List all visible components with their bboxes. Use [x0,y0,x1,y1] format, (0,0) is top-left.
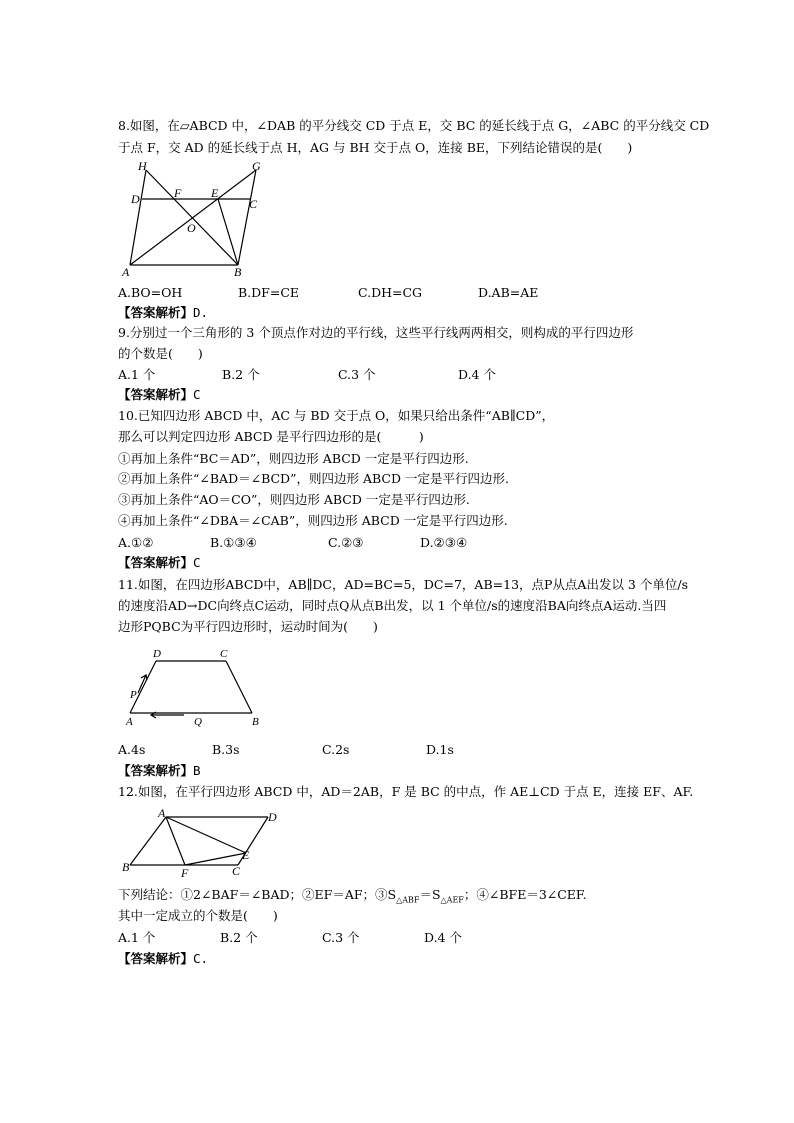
q11-option-d: D.1s [426,742,454,757]
q10-option-a: A.①② [118,535,154,550]
q9-answer [118,386,201,404]
q11-figure [118,645,278,727]
q10-item-3: ③再加上条件“AO＝CO”，则四边形 ABCD 一定是平行四边形. [118,492,470,507]
q11-label-q: Q [194,716,202,727]
q12-option-a: A.1 个 [118,930,156,945]
q8-label-c: C [249,197,258,211]
q11-label-c: C [220,648,228,660]
q12-option-c: C.3 个 [322,930,360,945]
q10-text-line-2: 那么可以判定四边形 ABCD 是平行四边形的是( ) [118,429,424,444]
q8-line-ag [130,170,256,265]
q10-option-d: D.②③④ [420,535,468,550]
q12-answer-label: 【答案解析】 [118,951,194,966]
q9-text-line-1: 9.分别过一个三角形的 3 个顶点作对边的平行线，这些平行线两两相交，则构成的平行四边形 [118,325,634,340]
q12-answer-value: C. [193,951,209,966]
q8-answer-value: D. [193,305,209,320]
q11-text-line-3: 边形PQBC为平行四边形时，运动时间为( ) [118,619,378,634]
q11-option-c: C.2s [322,742,350,757]
q11-line-bc [226,661,252,713]
q8-answer [118,304,208,322]
q11-option-a: A.4s [118,742,146,757]
q10-answer-label: 【答案解析】 [118,555,194,570]
q11-option-b: B.3s [212,742,240,757]
q11-line-ad [130,661,156,713]
q9-answer-label: 【答案解析】 [118,387,194,402]
q11-answer-label: 【答案解析】 [118,763,194,778]
q8-option-d: D.AB=AE [478,285,539,300]
q9-answer-value: C [193,387,201,402]
q8-answer-label: 【答案解析】 [118,305,194,320]
q9-option-c: C.3 个 [338,367,376,382]
q11-answer [118,762,201,780]
q9-option-d: D.4 个 [458,367,496,382]
q10-option-c: C.②③ [328,535,364,550]
q11-answer-value: B [193,763,201,778]
q8-label-b: B [234,265,242,278]
q8-option-b: B.DF=CE [238,285,300,300]
q8-label-d: D [131,192,140,206]
q12-label-d: D [268,810,277,824]
q12-subscript-abf: △ABF [396,895,420,905]
q8-option-c: C.DH=CG [358,285,423,300]
q12-label-c: C [232,864,241,878]
q11-text-line-2: 的速度沿AD→DC向终点C运动，同时点Q从点B出发，以 1 个单位/s的速度沿BA向终点A运动.当四 [118,598,667,613]
q12-subscript-aef: △AEF [440,895,464,905]
q12-label-b: B [122,860,130,874]
q10-answer [118,554,201,572]
q8-label-a: A [122,265,130,278]
q8-text-line-1: 8.如图，在▱ABCD 中，∠DAB 的平分线交 CD 于点 E，交 BC 的延长线于点 G，∠ABC 的平分线交 CD [118,118,710,133]
q8-line-ah [130,170,146,265]
q11-label-p: P [130,689,137,701]
q8-label-f: F [174,186,182,200]
q10-option-b: B.①③④ [210,535,257,550]
q11-text-line-1: 11.如图，在四边形ABCD中，AB∥DC，AD=BC=5，DC=7，AB=13，点P从点A出发以 3 个单位/s [118,577,688,592]
q12-text-line-3: 其中一定成立的个数是( ) [118,908,278,923]
q12-conclusion-suffix: ；④∠BFE＝3∠CEF. [463,887,587,902]
q11-label-d: D [153,648,161,660]
q8-figure [118,158,278,278]
q12-option-d: D.4 个 [424,930,462,945]
q12-option-b: B.2 个 [220,930,258,945]
q9-option-a: A.1 个 [118,367,156,382]
q8-label-h: H [138,159,147,173]
q12-label-e: E [242,848,250,862]
q10-text-line-1: 10.已知四边形 ABCD 中，AC 与 BD 交于点 O，如果只给出条件“AB∥CD”， [118,408,555,423]
q8-label-o: O [187,221,196,235]
q12-conclusion-prefix: 下列结论：①2∠BAF＝∠BAD；②EF＝AF；③S [118,887,397,902]
q10-item-1: ①再加上条件“BC＝AD”，则四边形 ABCD 一定是平行四边形. [118,451,469,466]
q12-conclusion-mid: ＝S [419,887,441,902]
q12-figure [118,805,288,879]
q12-label-a: A [158,806,166,820]
q10-item-2: ②再加上条件“∠BAD＝∠BCD”，则四边形 ABCD 一定是平行四边形. [118,471,509,486]
q8-line-bg [238,170,256,265]
q8-option-a: A.BO=OH [118,285,183,300]
q11-label-a: A [126,716,133,727]
q10-answer-value: C [193,555,201,570]
q9-text-line-2: 的个数是( ) [118,346,203,361]
q12-text-line-1: 12.如图，在平行四边形 ABCD 中，AD＝2AB，F 是 BC 的中点，作 AE⊥CD 于点 E，连接 EF、AF. [118,784,694,799]
q12-conclusions [118,886,587,910]
q8-text-line-2: 于点 F，交 AD 的延长线于点 H，AG 与 BH 交于点 O，连接 BE，下列结论错误的是( ) [118,140,633,155]
q8-label-e: E [211,186,219,200]
q12-label-f: F [181,866,189,879]
q9-option-b: B.2 个 [222,367,260,382]
q8-label-g: G [252,159,261,173]
q10-item-4: ④再加上条件“∠DBA＝∠CAB”，则四边形 ABCD 一定是平行四边形. [118,513,508,528]
q12-answer [118,950,208,968]
q11-label-b: B [252,716,259,727]
q12-line-ab [130,817,166,865]
